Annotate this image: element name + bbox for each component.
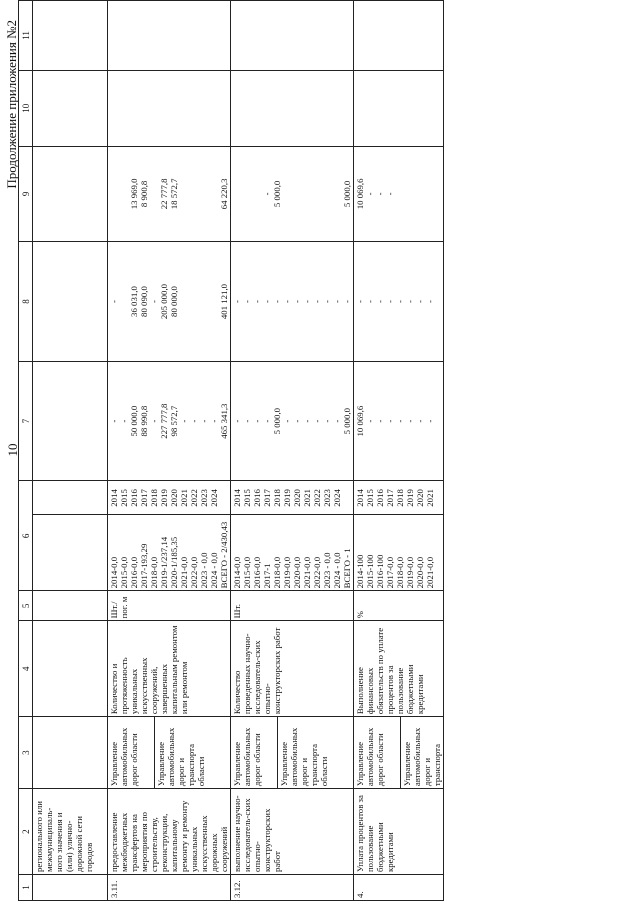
target-value: 2021-0,0: [302, 556, 312, 589]
year: 2018: [395, 489, 405, 507]
executor-secondary: Управление автомобильных дорог и транспорта области: [279, 727, 329, 787]
regional-funding: [415, 149, 425, 240]
federal-funding: -: [149, 300, 159, 304]
regional-funding: 5 000,0: [342, 180, 352, 208]
year: 2021: [302, 489, 312, 507]
continued-row: [33, 1, 108, 901]
executor-secondary: Управление автомобильных дорог и транспорта: [402, 727, 442, 787]
target-value: 2014-0,0: [232, 556, 242, 589]
year: 2022: [312, 489, 322, 507]
target-value: 2022-0,0: [189, 556, 199, 589]
col-number: 6: [19, 481, 33, 591]
regional-funding: [312, 149, 322, 240]
continued-text: регионального или межмуниципаль-ного значения и (или) улично-дорожной сети городов: [33, 789, 108, 875]
year: 2014: [232, 489, 242, 507]
year: 2016: [129, 489, 139, 507]
regional-funding: [199, 149, 209, 240]
regional-funding: [242, 149, 252, 240]
total-funding: -: [405, 419, 415, 423]
regional-funding: 18 572,7: [169, 178, 179, 210]
target-value: 2018-0,0: [272, 556, 282, 589]
section-number: 3.11.: [109, 880, 119, 898]
col-number: 8: [19, 242, 33, 362]
year: 2017: [262, 489, 272, 507]
federal-funding: -: [272, 300, 282, 304]
federal-funding: 401 121,0: [219, 283, 229, 320]
federal-funding: -: [395, 300, 405, 304]
section-row: [231, 1, 354, 901]
executor-primary: Управление автомобильных дорог области: [231, 717, 278, 788]
regional-funding: -: [262, 192, 272, 196]
federal-funding: -: [109, 300, 119, 304]
target-value: 2016-100: [375, 554, 385, 589]
target-value: 2014-0,0: [109, 556, 119, 589]
year: 2021: [179, 489, 189, 507]
total-funding: 88 990,8: [139, 405, 149, 437]
federal-funding: -: [242, 300, 252, 304]
year: 2022: [189, 489, 199, 507]
year: 2024: [209, 489, 219, 507]
year: 2020: [169, 489, 179, 507]
page-number: 10: [5, 443, 20, 457]
federal-funding: -: [322, 300, 332, 304]
federal-funding: [209, 244, 219, 359]
target-value: ВСЕГО - 2/430,43: [219, 521, 229, 589]
federal-funding: 205 000,0: [159, 283, 169, 320]
unit: %: [355, 610, 365, 619]
total-funding: -: [312, 419, 322, 423]
total-funding: -: [109, 419, 119, 423]
regional-funding: [149, 149, 159, 240]
col-number: 2: [19, 789, 33, 875]
regional-funding: 8 900,8: [139, 180, 149, 208]
total-funding: 227 777,8: [159, 403, 169, 439]
col-number: 10: [19, 70, 33, 146]
regional-funding: 5 000,0: [272, 180, 282, 208]
regional-funding: [252, 149, 262, 240]
federal-funding: -: [332, 300, 342, 304]
regional-funding: [209, 149, 219, 240]
year: 2014: [355, 489, 365, 507]
regional-funding: [322, 149, 332, 240]
total-funding: -: [322, 419, 332, 423]
total-funding: -: [282, 419, 292, 423]
federal-funding: -: [282, 300, 292, 304]
target-value: 2023 - 0,0: [199, 552, 209, 589]
target-value: 2018-0,0: [149, 556, 159, 589]
federal-funding: -: [312, 300, 322, 304]
year: 2024: [332, 489, 342, 507]
target-value: 2017-1: [262, 563, 272, 589]
federal-funding: [119, 244, 129, 359]
total-funding: -: [375, 419, 385, 423]
regional-funding: -: [385, 192, 395, 196]
year: 2015: [119, 489, 129, 507]
col-number: 7: [19, 361, 33, 481]
total-funding: 5 000,0: [342, 407, 352, 435]
target-value: 2024 - 0,0: [209, 552, 219, 589]
indicator-name: Выполнение финансовых обязательств по уплате процентов за пользование бюджетными кредитами: [355, 627, 425, 715]
total-funding: 10 069,6: [355, 405, 365, 437]
target-value: 2020-1/185,35: [169, 536, 179, 589]
year: [219, 483, 229, 512]
year: 2020: [292, 489, 302, 507]
section-row: [108, 1, 231, 901]
regional-funding: 64 220,3: [219, 178, 229, 210]
total-funding: -: [302, 419, 312, 423]
regional-funding: [405, 149, 415, 240]
target-value: 2019-0,0: [282, 556, 292, 589]
target-value: 2015-0,0: [242, 556, 252, 589]
target-value: 2020-0,0: [292, 556, 302, 589]
target-value: 2015-100: [365, 554, 375, 589]
total-funding: -: [415, 419, 425, 423]
federal-funding: [199, 244, 209, 359]
total-funding: -: [292, 419, 302, 423]
year: 2016: [375, 489, 385, 507]
measure-name: Уплата процентов за пользование бюджетными кредитами: [355, 795, 395, 873]
regional-funding: [189, 149, 199, 240]
total-funding: -: [179, 419, 189, 423]
federal-funding: -: [415, 300, 425, 304]
federal-funding: -: [365, 300, 375, 304]
year: 2023: [199, 489, 209, 507]
target-value: 2018-0,0: [395, 556, 405, 589]
total-funding: 50 000,0: [129, 405, 139, 437]
federal-funding: -: [292, 300, 302, 304]
regional-funding: [332, 149, 342, 240]
regional-funding: -: [365, 192, 375, 196]
program-table: [18, 0, 444, 901]
total-funding: -: [209, 419, 219, 423]
col-number: 1: [19, 875, 33, 901]
target-value: 2016-0,0: [129, 556, 139, 589]
regional-funding: [109, 149, 119, 240]
federal-funding: [179, 244, 189, 359]
total-funding: -: [332, 419, 342, 423]
federal-funding: -: [375, 300, 385, 304]
regional-funding: [302, 149, 312, 240]
year: 2017: [385, 489, 395, 507]
regional-funding: 13 969,0: [129, 178, 139, 210]
total-funding: 465 341,3: [219, 403, 229, 439]
target-value: 2019-0,0: [405, 556, 415, 589]
executor-secondary: Управление автомобильных дорог и транспорта области: [156, 727, 206, 787]
federal-funding: -: [252, 300, 262, 304]
total-funding: -: [262, 419, 272, 423]
regional-funding: [282, 149, 292, 240]
year: 2017: [139, 489, 149, 507]
year: 2018: [149, 489, 159, 507]
col-number: 11: [19, 1, 33, 71]
year: 2019: [159, 489, 169, 507]
year: 2015: [242, 489, 252, 507]
col-number: 3: [19, 717, 33, 789]
target-value: 2020-0,0: [415, 556, 425, 589]
federal-funding: -: [405, 300, 415, 304]
federal-funding: -: [342, 300, 352, 304]
executor-primary: Управление автомобильных дорог области: [108, 717, 155, 788]
federal-funding: 80 000,0: [169, 286, 179, 317]
year: 2023: [322, 489, 332, 507]
target-value: 2014-100: [355, 554, 365, 589]
year: 2015: [365, 489, 375, 507]
target-value: 2021-0,0: [179, 556, 189, 589]
total-funding: -: [365, 419, 375, 423]
target-value: 2017-193,29: [139, 543, 149, 589]
regional-funding: 10 069,6: [355, 178, 365, 210]
federal-funding: -: [262, 300, 272, 304]
section-row: [354, 1, 444, 901]
year: 2018: [272, 489, 282, 507]
target-value: 2015-0,0: [119, 556, 129, 589]
total-funding: -: [119, 419, 129, 423]
total-funding: -: [232, 419, 242, 423]
year: 2019: [405, 489, 415, 507]
federal-funding: [189, 244, 199, 359]
federal-funding: -: [302, 300, 312, 304]
regional-funding: [119, 149, 129, 240]
section-number: 3.12.: [232, 880, 242, 898]
regional-funding: [292, 149, 302, 240]
year: [342, 483, 352, 512]
total-funding: -: [385, 419, 395, 423]
year: 2020: [415, 489, 425, 507]
federal-funding: -: [385, 300, 395, 304]
total-funding: -: [242, 419, 252, 423]
target-value: 2023 - 0,0: [322, 552, 332, 589]
col-number: 4: [19, 621, 33, 717]
target-value: 2019-1/237,14: [159, 536, 169, 589]
regional-funding: -: [375, 192, 385, 196]
year: 2021: [425, 489, 435, 507]
target-value: 2022-0,0: [312, 556, 322, 589]
regional-funding: [395, 149, 405, 240]
regional-funding: [232, 149, 242, 240]
unit: Шт.: [232, 604, 242, 619]
col-number: 9: [19, 146, 33, 242]
total-funding: -: [425, 419, 435, 423]
total-funding: -: [189, 419, 199, 423]
federal-funding: 80 090,0: [139, 286, 149, 317]
target-value: 2016-0,0: [252, 556, 262, 589]
indicator-name: Количество и протяженность уникальных искусственных сооружений, завершенных капитальным ремонтом или ремонтом: [109, 625, 189, 715]
target-value: ВСЕГО - 1: [342, 548, 352, 589]
continuation-note: Продолжение приложения №2: [4, 20, 19, 189]
regional-funding: [179, 149, 189, 240]
target-value: 2024 - 0,0: [332, 552, 342, 589]
target-value: 2017-0,0: [385, 556, 395, 589]
col-number: 5: [19, 591, 33, 621]
federal-funding: -: [425, 300, 435, 304]
total-funding: 98 572,7: [169, 405, 179, 437]
year: 2019: [282, 489, 292, 507]
year: 2016: [252, 489, 262, 507]
executor-primary: Управление автомобильных дорог области: [354, 717, 401, 788]
total-funding: -: [395, 419, 405, 423]
federal-funding: 36 031,0: [129, 286, 139, 317]
section-number: 4.: [355, 891, 365, 898]
year: 2014: [109, 489, 119, 507]
column-number-row: [19, 1, 33, 901]
total-funding: -: [252, 419, 262, 423]
unit: Шт./ пог. м: [109, 596, 129, 619]
total-funding: 5 000,0: [272, 407, 282, 435]
total-funding: -: [149, 419, 159, 423]
indicator-name: Количество проведенных научно-исследователь-ских опытно-конструкторских работ: [232, 627, 282, 715]
measure-name: выполнение научно-исследователь-ских опытно-конструкторских работ: [232, 795, 282, 873]
federal-funding: -: [355, 300, 365, 304]
total-funding: -: [199, 419, 209, 423]
regional-funding: 22 777,8: [159, 178, 169, 210]
measure-name: предоставление межбюджетных трансфертов на мероприятия по строительству, реконструкции, капитальному ремонту и ремонту уникальных искусственных дорожных сооружений: [109, 800, 229, 873]
regional-funding: [425, 149, 435, 240]
target-value: 2021-0,0: [425, 556, 435, 589]
federal-funding: -: [232, 300, 242, 304]
